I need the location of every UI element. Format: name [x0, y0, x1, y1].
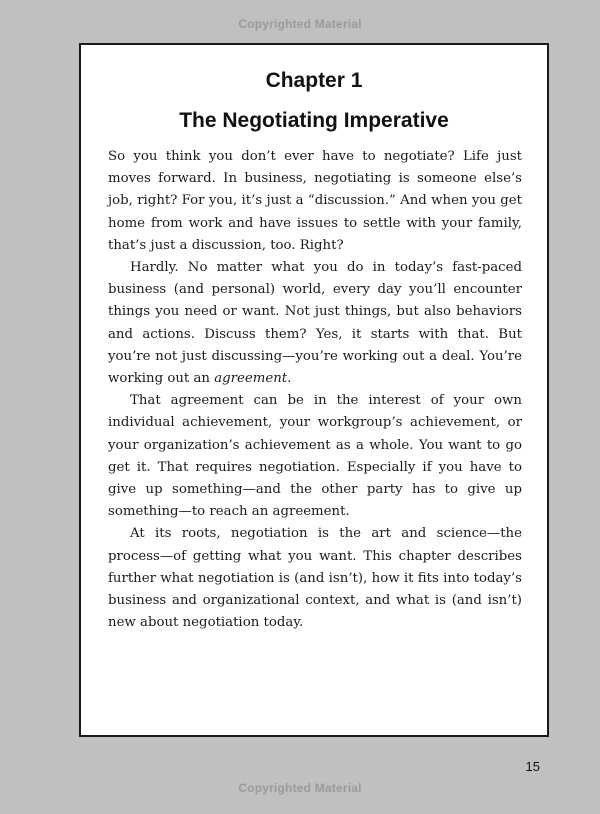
- paragraph-2: Hardly. No matter what you do in today’s fast-paced business (and personal) world, every day you’ll encounter things you need or want. Not just things, but also behaviors and actions. Discuss them? Yes, it starts with that. But you’re not just discussing—you’re working out a deal. You’re working out an agreement.: [108, 260, 522, 387]
- book-page: [79, 43, 549, 737]
- chapter-body: [108, 146, 522, 634]
- chapter-title: The Negotiating Imperative: [179, 109, 449, 132]
- paragraph-1: So you think you don’t ever have to negotiate? Life just moves forward. In business, negotiating is someone else’s job, right? For you, it’s just a “discussion.” And when you get home from work and have issues to settle with your family, that’s just a discussion, too. Right?: [108, 149, 522, 253]
- paragraph-3: That agreement can be in the interest of your own individual achievement, your workgroup’s achievement, or your organization’s achievement as a whole. You want to go get it. That requires negotiation. Especially if you have to give up something—and the other party has to give up something—to reach an agreement.: [108, 393, 522, 520]
- chapter-number: Chapter 1: [265, 69, 363, 92]
- copyright-watermark-top: Copyrighted Material: [238, 17, 362, 31]
- page-number: 15: [525, 759, 540, 774]
- emphasis-agreement: agreement: [214, 371, 288, 387]
- copyright-watermark-bottom: Copyrighted Material: [238, 781, 362, 795]
- paragraph-4: At its roots, negotiation is the art and science—the process—of getting what you want. This chapter describes further what negotiation is (and isn’t), how it fits into today’s business and organizational context, and what is (and isn’t) new about negotiation today.: [108, 526, 522, 631]
